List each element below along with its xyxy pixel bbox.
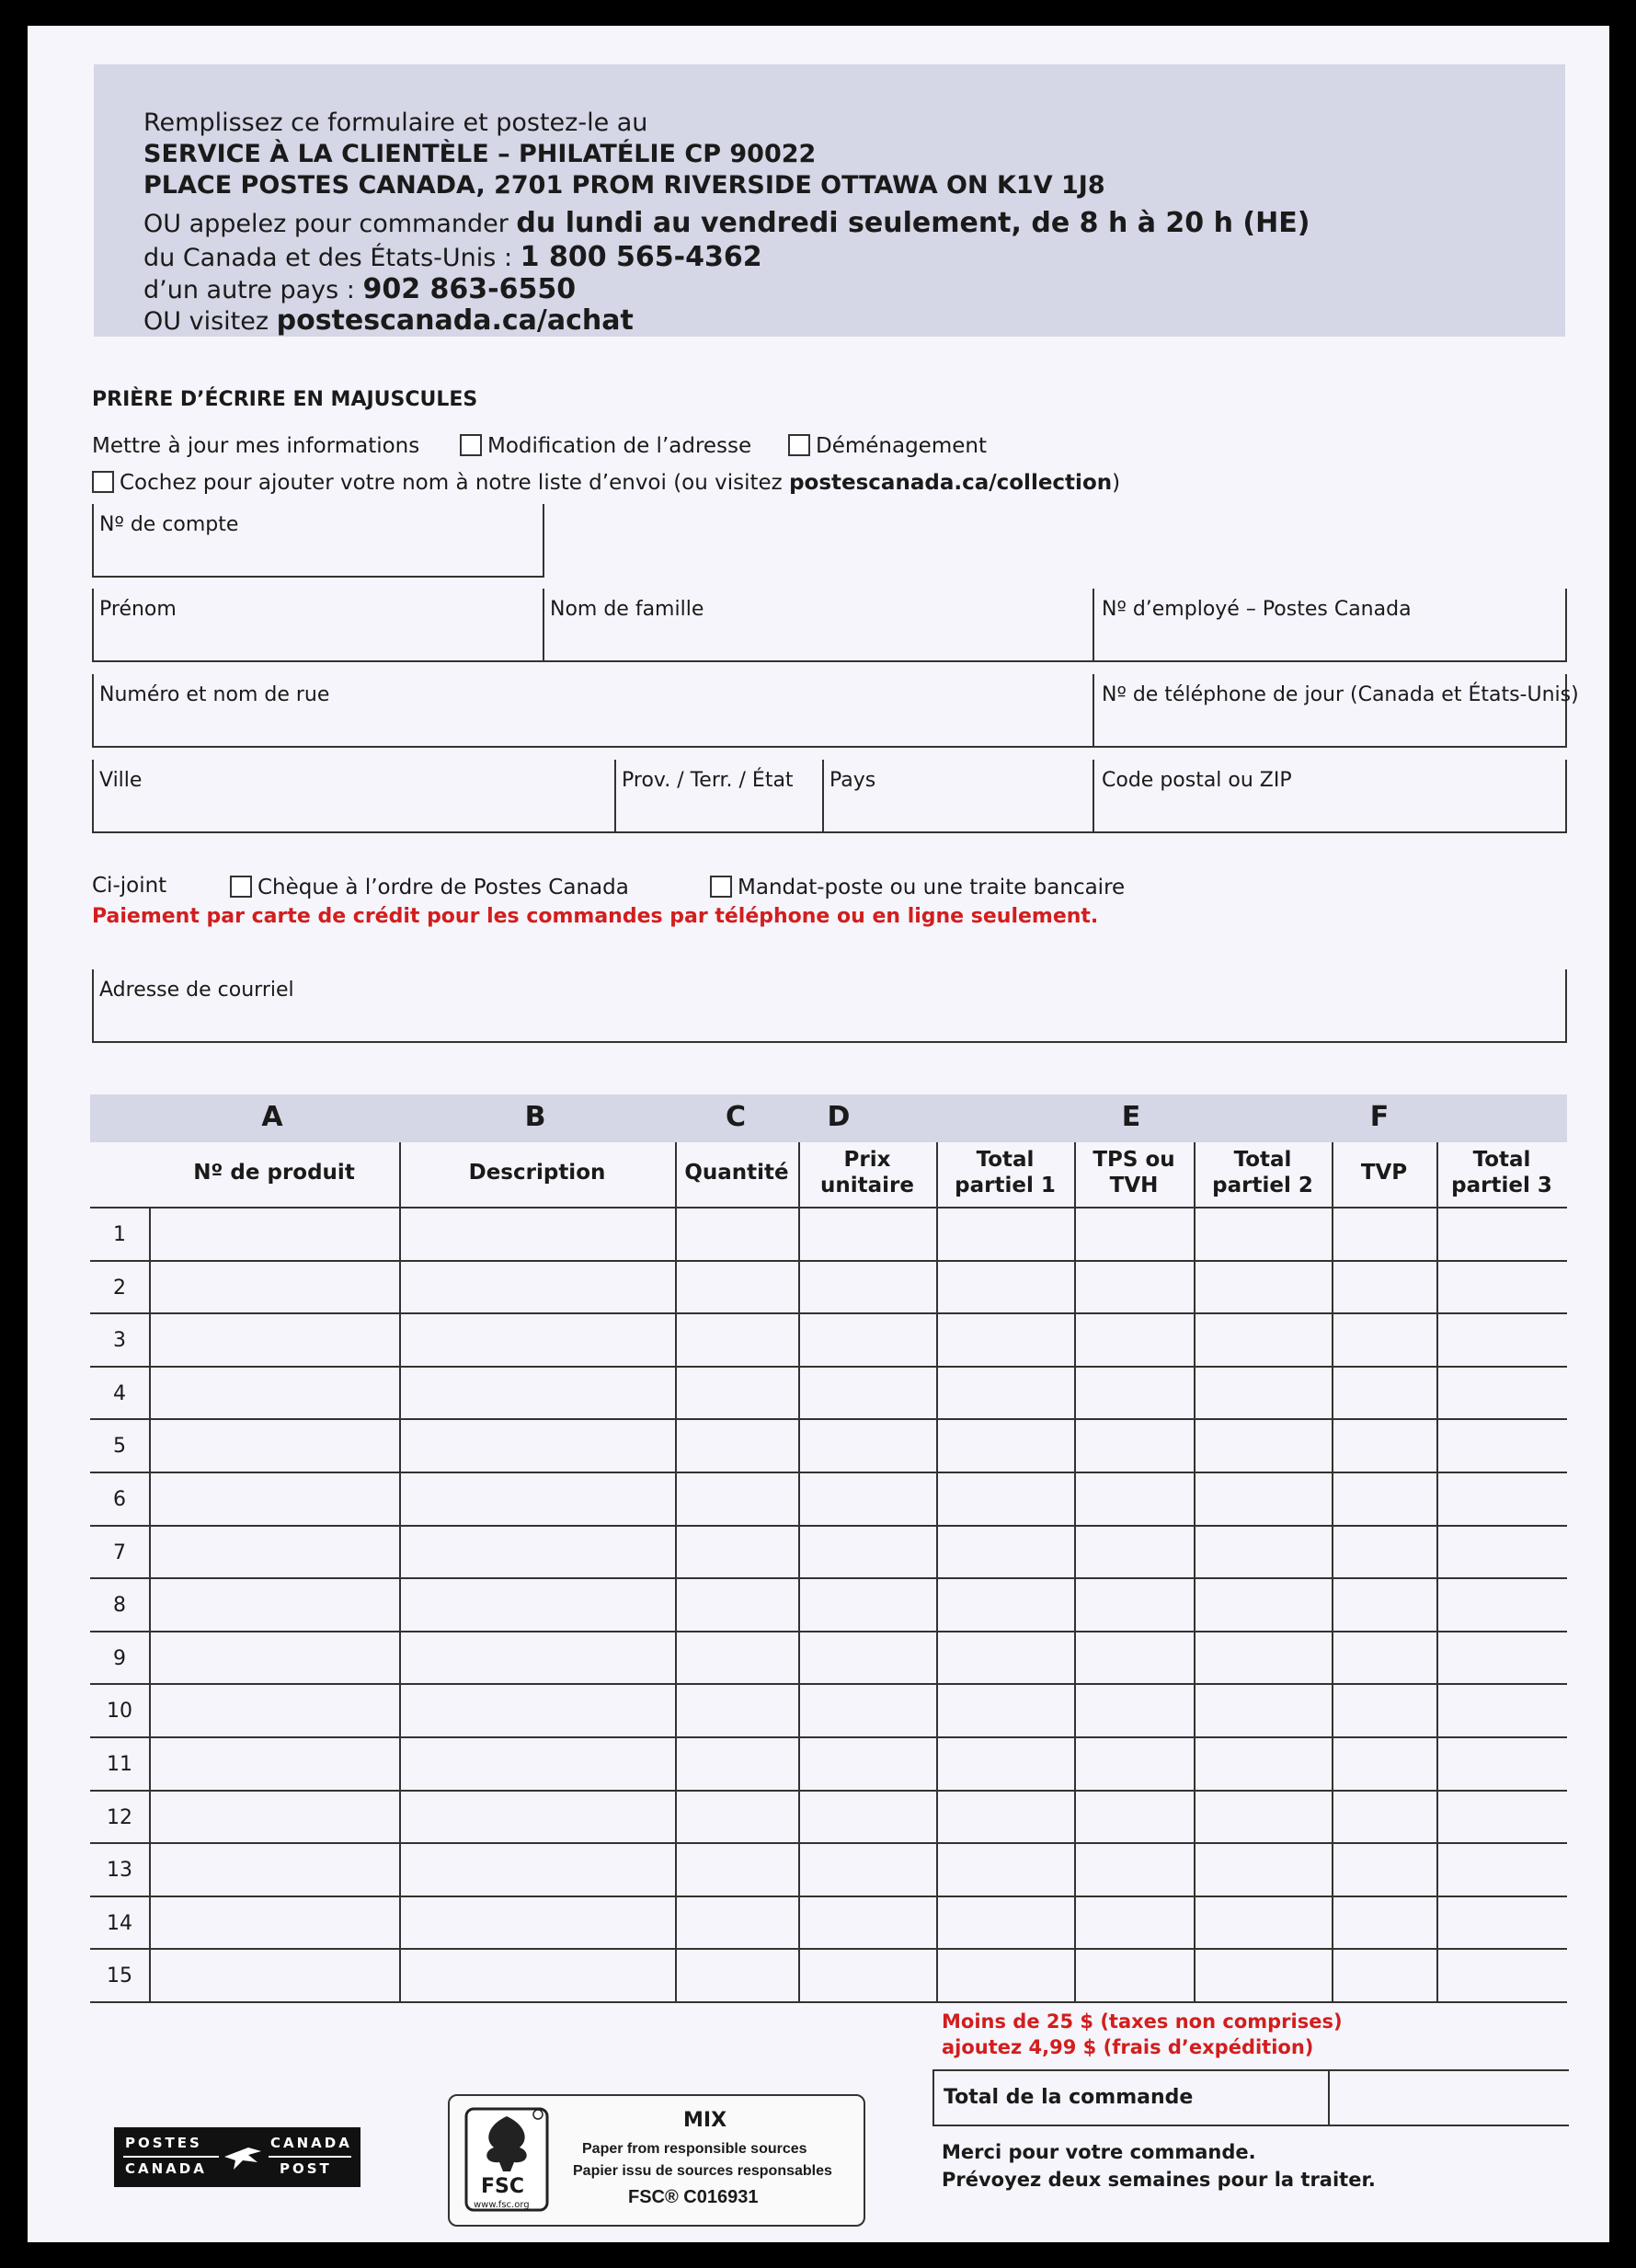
city-label: Ville	[99, 769, 143, 792]
table-row-number: 15	[107, 1964, 132, 1987]
table-row-number: 11	[107, 1753, 132, 1776]
fsc-url: www.fsc.org	[474, 2200, 530, 2210]
money-order-option[interactable]: Mandat-poste ou une traite bancaire	[710, 876, 1125, 899]
employee-number-label: Nº d’employé – Postes Canada	[1102, 598, 1412, 621]
table-row-line	[90, 1683, 1567, 1685]
table-column-line	[399, 1142, 401, 2001]
table-column-line	[1436, 1142, 1438, 2001]
table-header-line	[90, 1207, 1567, 1208]
table-row-line	[90, 1842, 1567, 1844]
email-field[interactable]	[92, 969, 1567, 1043]
col-gst-hst: TPS ou TVH	[1093, 1148, 1175, 1197]
cheque-option[interactable]: Chèque à l’ordre de Postes Canada	[230, 876, 629, 899]
fsc-code: FSC® C016931	[628, 2187, 759, 2207]
street-label: Numéro et nom de rue	[99, 683, 330, 706]
table-row-line	[90, 1577, 1567, 1579]
table-row-line	[90, 1525, 1567, 1527]
order-total-label: Total de la commande	[944, 2086, 1194, 2109]
fsc-certification	[448, 2094, 865, 2227]
table-column-line	[798, 1142, 800, 2001]
table-row-number: 14	[107, 1912, 132, 1935]
header-intro: Remplissez ce formulaire et postez-le au	[143, 109, 648, 137]
header-call: OU appelez pour commander du lundi au vendredi seulement, de 8 h à 20 h (HE)	[143, 207, 1310, 239]
table-row-line	[90, 1631, 1567, 1632]
table-column-line	[149, 1207, 151, 2001]
column-letter-e: E	[1121, 1101, 1141, 1133]
table-row-line	[90, 1790, 1567, 1792]
table-row-number: 5	[113, 1435, 126, 1458]
address-change-option[interactable]: Modification de l’adresse	[460, 434, 751, 457]
instructions-header	[94, 64, 1565, 337]
column-letter-c: C	[725, 1101, 747, 1133]
table-column-line	[1194, 1142, 1196, 2001]
postal-code-label: Code postal ou ZIP	[1102, 769, 1292, 792]
shipping-note-1: Moins de 25 $ (taxes non comprises)	[942, 2010, 1343, 2033]
header-address: PLACE POSTES CANADA, 2701 PROM RIVERSIDE OTTAWA ON K1V 1J8	[143, 171, 1105, 200]
last-name-label: Nom de famille	[550, 598, 704, 621]
col-quantity: Quantité	[684, 1161, 789, 1186]
table-column-line	[1332, 1142, 1333, 2001]
column-letter-b: B	[524, 1101, 546, 1133]
thanks-line-2: Prévoyez deux semaines pour la traiter.	[942, 2169, 1376, 2191]
email-label: Adresse de courriel	[99, 979, 294, 1002]
table-row-number: 7	[113, 1541, 126, 1564]
moving-checkbox[interactable]	[788, 434, 810, 456]
enclosed-label: Ci-joint	[92, 874, 167, 898]
mailing-list-checkbox[interactable]	[92, 471, 114, 493]
canada-post-logo: POSTES CANADA CANADA POST	[114, 2127, 360, 2187]
account-number-label: Nº de compte	[99, 513, 239, 536]
fsc-mix: MIX	[683, 2109, 727, 2132]
table-row-number: 4	[113, 1382, 126, 1405]
moving-option[interactable]: Déménagement	[788, 434, 987, 457]
table-row-number: 12	[107, 1806, 132, 1829]
table-row-line	[90, 1472, 1567, 1473]
column-letter-a: A	[261, 1101, 283, 1133]
order-form-page	[28, 26, 1609, 2242]
table-row-line	[90, 1948, 1567, 1950]
column-letter-d: D	[827, 1101, 851, 1133]
shipping-note-2: ajoutez 4,99 $ (frais d’expédition)	[942, 2036, 1314, 2058]
col-description: Description	[468, 1161, 606, 1186]
cheque-checkbox[interactable]	[230, 876, 252, 898]
col-unit-price: Prix unitaire	[820, 1148, 914, 1197]
street-row	[92, 674, 1579, 748]
table-row-line	[90, 1260, 1567, 1262]
account-number-field[interactable]	[92, 504, 544, 578]
table-column-line	[1074, 1142, 1076, 2001]
table-row-line	[90, 1366, 1567, 1368]
fsc-label: FSC	[481, 2175, 525, 2198]
eagle-icon	[221, 2138, 265, 2177]
fsc-line-2: Papier issu de sources responsables	[573, 2163, 832, 2179]
table-column-line	[936, 1142, 938, 2001]
col-subtotal-3: Total partiel 3	[1451, 1148, 1552, 1197]
table-row-line	[90, 1418, 1567, 1420]
table-column-line	[675, 1142, 677, 2001]
day-phone-label: Nº de téléphone de jour (Canada et États-Unis)	[1102, 683, 1579, 706]
header-other-phone: d’un autre pays : 902 863-6550	[143, 273, 577, 305]
credit-card-note: Paiement par carte de crédit pour les commandes par téléphone ou en ligne seulement.	[92, 905, 1099, 928]
province-label: Prov. / Terr. / État	[622, 769, 794, 792]
table-row-line	[90, 1312, 1567, 1314]
country-label: Pays	[829, 769, 876, 792]
table-row-line	[90, 2001, 1567, 2003]
table-row-number: 13	[107, 1859, 132, 1882]
table-row-number: 8	[113, 1594, 126, 1617]
column-letter-f: F	[1369, 1101, 1390, 1133]
name-row	[92, 589, 1567, 662]
col-pst: TVP	[1360, 1161, 1408, 1186]
caps-notice: PRIÈRE D’ÉCRIRE EN MAJUSCULES	[92, 388, 478, 411]
col-subtotal-2: Total partiel 2	[1212, 1148, 1313, 1197]
header-service: SERVICE À LA CLIENTÈLE – PHILATÉLIE CP 90022	[143, 140, 817, 168]
thanks-line-1: Merci pour votre commande.	[942, 2141, 1256, 2163]
header-visit: OU visitez postescanada.ca/achat	[143, 304, 634, 337]
header-canada-phone: du Canada et des États-Unis : 1 800 565-4362	[143, 241, 762, 273]
table-row-number: 1	[113, 1223, 126, 1246]
table-row-number: 10	[107, 1700, 132, 1723]
money-order-checkbox[interactable]	[710, 876, 732, 898]
table-row-number: 6	[113, 1488, 126, 1511]
table-row-line	[90, 1736, 1567, 1738]
table-row-number: 2	[113, 1277, 126, 1300]
order-total-box[interactable]	[932, 2069, 1569, 2126]
table-row-number: 3	[113, 1329, 126, 1352]
table-row-number: 9	[113, 1647, 126, 1670]
city-row	[92, 760, 1567, 833]
fsc-line-1: Paper from responsible sources	[582, 2141, 807, 2157]
update-info-label: Mettre à jour mes informations	[92, 434, 420, 458]
mailing-list-option[interactable]: Cochez pour ajouter votre nom à notre liste d’envoi (ou visitez postescanada.ca/collection)	[92, 471, 1120, 494]
col-subtotal-1: Total partiel 1	[955, 1148, 1056, 1197]
table-row-line	[90, 1896, 1567, 1897]
address-change-checkbox[interactable]	[460, 434, 482, 456]
col-product-number: Nº de produit	[193, 1161, 355, 1186]
first-name-label: Prénom	[99, 598, 177, 621]
